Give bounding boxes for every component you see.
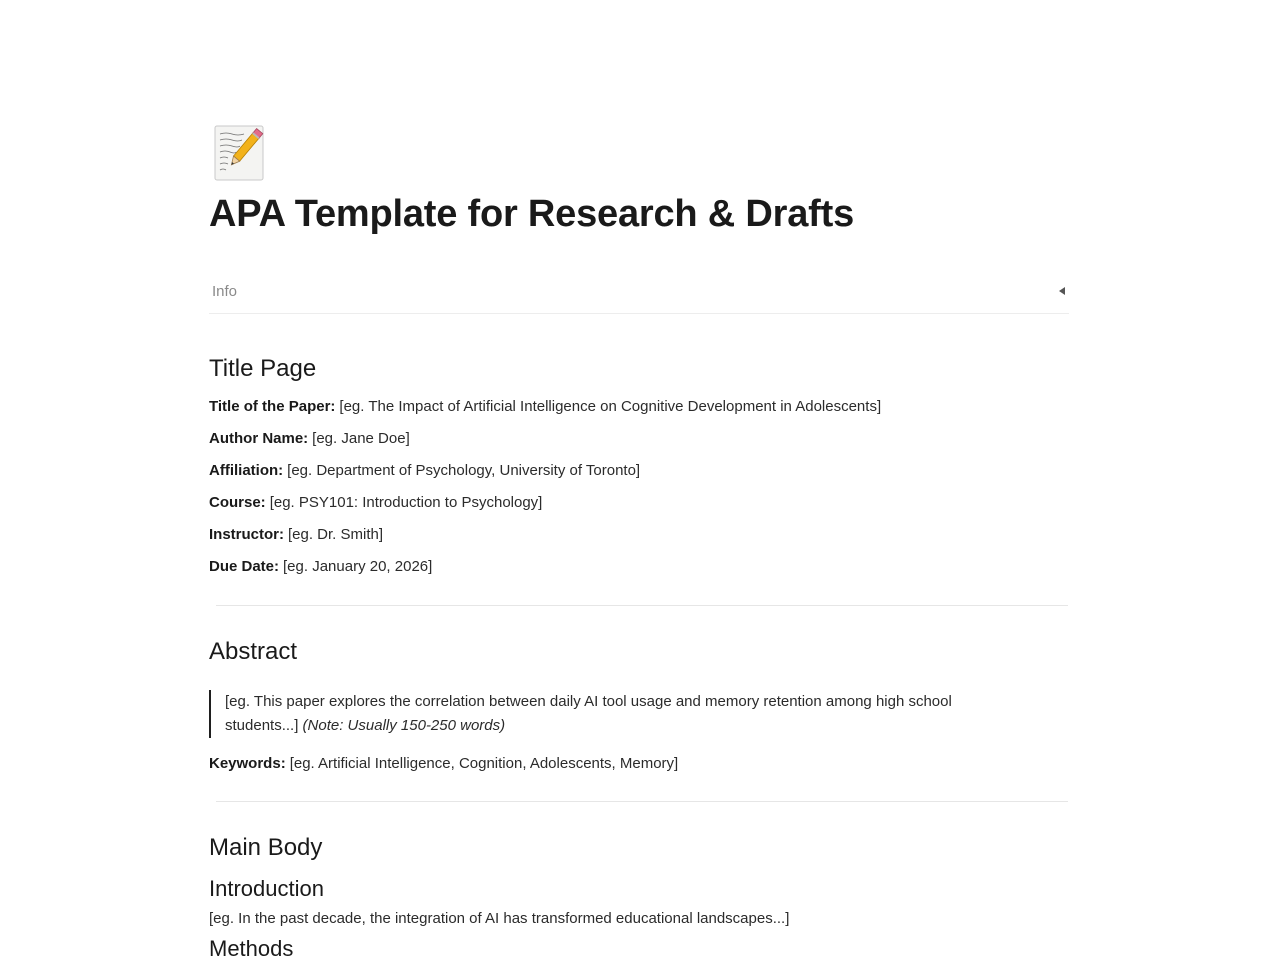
info-toggle-label: Info xyxy=(212,282,238,300)
field-keywords[interactable] xyxy=(209,748,1069,780)
page-title[interactable]: APA Template for Research & Drafts xyxy=(209,193,855,235)
field-instructor[interactable] xyxy=(209,519,1069,551)
field-label: Title of the Paper: xyxy=(209,398,336,415)
field-value: [eg. Jane Doe] xyxy=(312,430,410,447)
field-value: [eg. The Impact of Artificial Intelligence on Cognitive Development in Adolescents] xyxy=(339,398,882,415)
field-title-of-paper[interactable] xyxy=(209,391,1069,423)
field-label: Keywords: xyxy=(209,755,286,772)
abstract-heading: Abstract xyxy=(209,638,298,665)
abstract-quote[interactable] xyxy=(209,690,1025,738)
memo-pencil-icon[interactable] xyxy=(213,125,269,181)
abstract-text: [eg. This paper explores the correlation between daily AI tool usage and memory retention among high school students...] xyxy=(225,693,952,734)
introduction-heading: Introduction xyxy=(209,876,324,901)
field-author-name[interactable] xyxy=(209,423,1069,455)
field-value: [eg. Department of Psychology, University of Toronto] xyxy=(287,462,641,479)
field-course[interactable] xyxy=(209,487,1069,519)
page-content xyxy=(209,125,1069,960)
introduction-paragraph[interactable]: [eg. In the past decade, the integration of AI has transformed educational landscapes...] xyxy=(209,910,790,927)
field-label: Author Name: xyxy=(209,430,309,447)
field-due-date[interactable] xyxy=(209,551,1069,583)
field-label: Course: xyxy=(209,494,266,511)
field-label: Affiliation: xyxy=(209,462,284,479)
field-value: [eg. Artificial Intelligence, Cognition, Adolescents, Memory] xyxy=(289,755,679,772)
field-label: Instructor: xyxy=(209,526,284,543)
field-value: [eg. Dr. Smith] xyxy=(288,526,384,543)
title-page-heading: Title Page xyxy=(209,355,317,382)
main-body-heading: Main Body xyxy=(209,834,323,861)
field-affiliation[interactable] xyxy=(209,455,1069,487)
abstract-note: (Note: Usually 150-250 words) xyxy=(302,717,506,734)
info-toggle[interactable] xyxy=(209,269,1069,314)
field-value: [eg. PSY101: Introduction to Psychology] xyxy=(269,494,543,511)
caret-left-icon[interactable] xyxy=(1059,287,1065,295)
field-label: Due Date: xyxy=(209,558,280,575)
field-value: [eg. January 20, 2026] xyxy=(283,558,433,575)
methods-heading: Methods xyxy=(209,936,294,960)
